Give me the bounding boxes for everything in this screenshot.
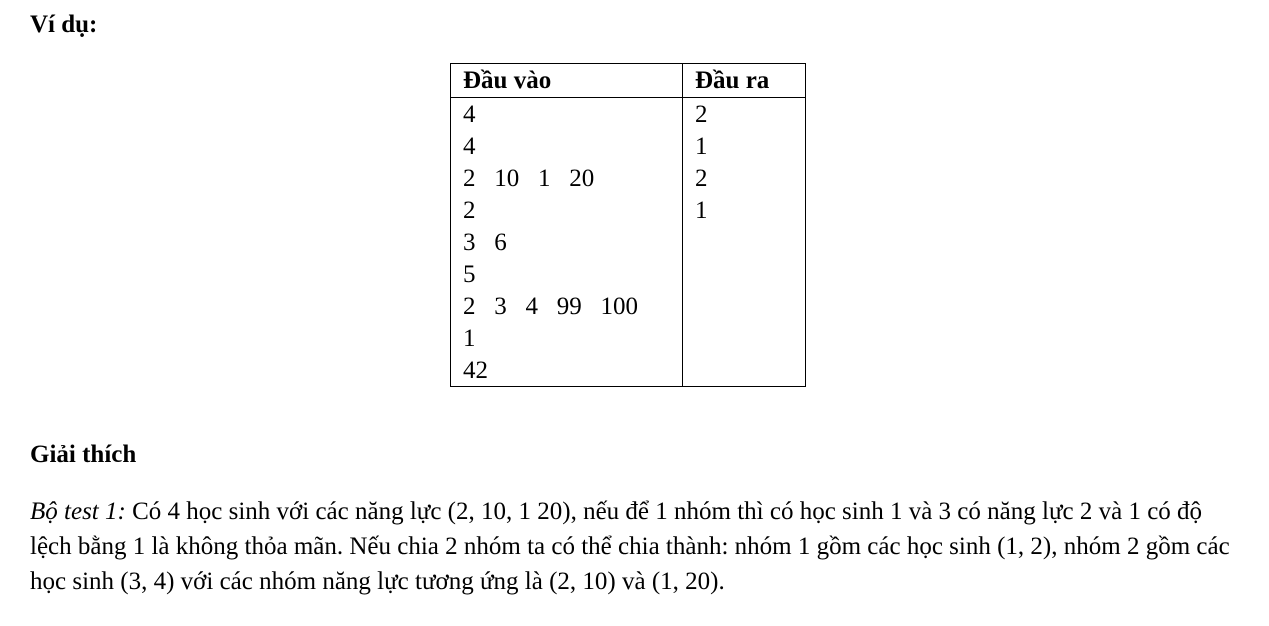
example-heading: Ví dụ: <box>30 11 98 38</box>
example-io-table <box>450 63 806 387</box>
input-line: 5 <box>463 261 476 288</box>
input-line: 2 3 4 99 100 <box>463 293 638 320</box>
output-cell <box>683 98 806 387</box>
input-line: 2 10 1 20 <box>463 165 595 192</box>
output-line: 2 <box>695 101 708 128</box>
input-line: 3 6 <box>463 229 507 256</box>
input-line: 2 <box>463 197 476 224</box>
table-row <box>451 98 806 387</box>
test-label: Bộ test 1: <box>30 498 126 525</box>
explanation-text: Có 4 học sinh với các năng lực (2, 10, 1 20), nếu để 1 nhóm thì có học sinh 1 và 3 có năng lực 2 và 1 có độ lệch bằng 1 là không thỏa mãn. Nếu chia 2 nhóm ta có thể chia thành: nhóm 1 gồm các học sinh (1, 2), nhóm 2 gồm các học sinh (3, 4) với các nhóm năng lực tương ứng là (2, 10) và (1, 20). <box>30 498 1230 595</box>
explanation-paragraph <box>30 494 1240 599</box>
input-line: 1 <box>463 325 476 352</box>
input-line: 4 <box>463 101 476 128</box>
output-line: 1 <box>695 133 708 160</box>
input-column-header: Đầu vào <box>451 64 683 98</box>
output-line: 2 <box>695 165 708 192</box>
output-column-header: Đầu ra <box>683 64 806 98</box>
input-line: 4 <box>463 133 476 160</box>
input-cell <box>451 98 683 387</box>
output-line: 1 <box>695 197 708 224</box>
explanation-heading: Giải thích <box>30 441 137 468</box>
table-header-row <box>451 64 806 98</box>
input-line: 42 <box>463 357 488 384</box>
